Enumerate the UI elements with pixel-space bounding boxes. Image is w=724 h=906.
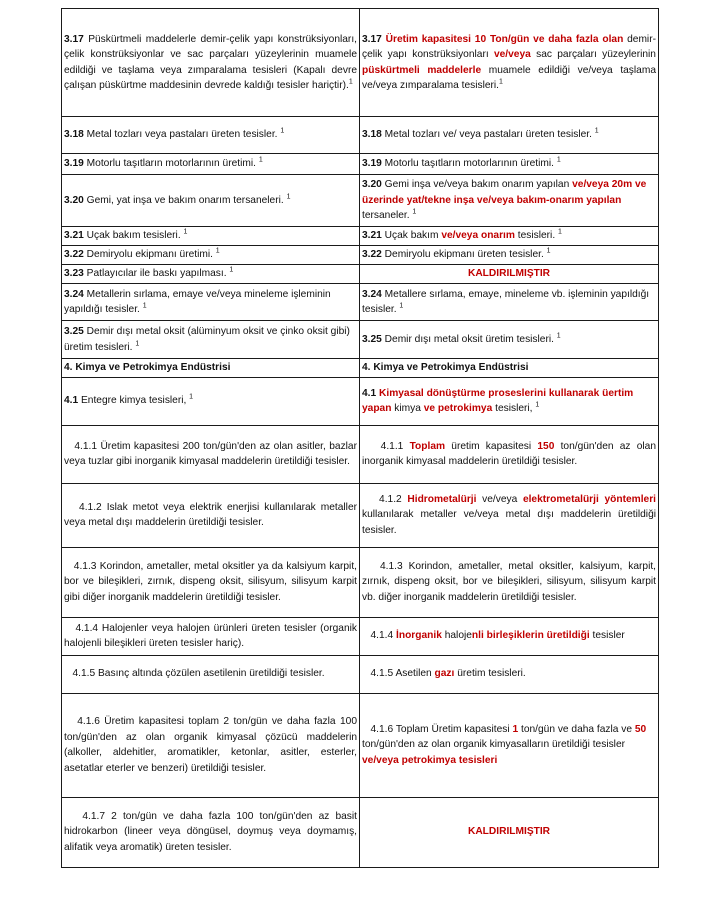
comparison-table [61,8,659,868]
new-text-cell: 4.1.5 Asetilen gazı üretim tesisleri. [360,655,659,693]
section-heading: 4. Kimya ve Petrokimya Endüstrisi [360,359,659,378]
table-row [62,117,659,154]
old-text-cell: 3.25 Demir dışı metal oksit (alüminyum oksit ve çinko oksit gibi) üretim tesisleri. $^1$ [62,321,360,359]
new-text-cell: 3.17 Üretim kapasitesi 10 Ton/gün ve daha fazla olan demir-çelik yapı konstrüksiyonları ve/veya sac parçaları yüzeylerinin püskürtmeli maddelerle muamele edildiği ve/veya taşlama ve/veya zımparalama tesisleri.$^1$ [360,9,659,117]
new-text-cell: 3.21 Uçak bakım ve/veya onarım tesisleri. $^1$ [360,227,659,246]
new-text-cell: 4.1.3 Korindon, ametaller, metal oksitler, kalsiyum, karpit, zırnık, dispeng oksit, bor ve bileşikleri, silisyum, silisyum karpit vb. diğer inorganik maddelerin üretildiği tesisler. [360,547,659,617]
table-row [62,265,659,284]
table-row [62,154,659,175]
old-text-cell: 3.21 Uçak bakım tesisleri. $^1$ [62,227,360,246]
new-text-cell: 4.1 Kimyasal dönüştürme proseslerini kullanarak üertim yapan kimya ve petrokimya tesisleri, $^1$ [360,377,659,425]
new-text-cell: 3.18 Metal tozları ve/ veya pastaları üreten tesisler. $^1$ [360,117,659,154]
new-text-cell: 3.24 Metallere sırlama, emaye, mineleme vb. işleminin yapıldığı tesisler. $^1$ [360,284,659,321]
removed-label: KALDIRILMIŞTIR [467,268,551,280]
new-text-cell: 3.19 Motorlu taşıtların motorlarının üretimi. $^1$ [360,154,659,175]
new-text-cell: 3.25 Demir dışı metal oksit üretim tesisleri. $^1$ [360,321,659,359]
table-row [62,377,659,425]
old-text-cell: 4.1.7 2 ton/gün ve daha fazla 100 ton/gün'den az basit hidrokarbon (lineer veya döngüsel, doymuş veya doymamış, alifatik veya aromatik) üreten tesisler. [62,797,360,867]
old-text-cell: 4.1.1 Üretim kapasitesi 200 ton/gün'den az olan asitler, bazlar veya tuzlar gibi inorganik kimyasal maddelerin üretildiği tesisler. [62,425,360,483]
removed-cell [360,797,659,867]
section-heading: 4. Kimya ve Petrokimya Endüstrisi [62,359,360,378]
old-text-cell: 3.23 Patlayıcılar ile baskı yapılması. $^1$ [62,265,360,284]
new-text-cell: 3.22 Demiryolu ekipmanı üreten tesisler. $^1$ [360,246,659,265]
table-row [62,321,659,359]
old-text-cell: 3.17 Püskürtmeli maddelerle demir-çelik yapı konstrüksiyonları, çelik konstrüksiyonlar ve sac parçaları yüzeylerinin muamele edildiği ve taşlama veya zımparalama tesisleri (Kapalı devre çalışan püskürtme maddesinin devrede kaldığı tesisler hariçtir).$^1$ [62,9,360,117]
old-text-cell: 3.18 Metal tozları veya pastaları üreten tesisler. $^1$ [62,117,360,154]
new-text-cell: 3.20 Gemi inşa ve/veya bakım onarım yapılan ve/veya 20m ve üzerinde yat/tekne inşa ve/veya bakım-onarım yapılan tersaneler. $^1$ [360,175,659,227]
table-row [62,547,659,617]
old-text-cell: 4.1.6 Üretim kapasitesi toplam 2 ton/gün ve daha fazla 100 ton/gün'den az olan organik kimyasal çözücü maddelerin (alkoller, aldehitler, aromatikler, ketonlar, asitler, esterler, asetatlar eterler ve benzeri) üretildiği tesisler. [62,693,360,797]
old-text-cell: 3.20 Gemi, yat inşa ve bakım onarım tersaneleri. $^1$ [62,175,360,227]
new-text-cell: 4.1.4 İnorganik halojenli birleşiklerin üretildiği tesisler [360,617,659,655]
table-row [62,227,659,246]
old-text-cell: 4.1.3 Korindon, ametaller, metal oksitler ya da kalsiyum karpit, bor ve bileşikleri, zırnık, dispeng oksit, silisyum, silisyum karpit gibi diğer inorganik maddelerin üretildiği tesisler. [62,547,360,617]
new-text-cell: 4.1.1 Toplam üretim kapasitesi 150 ton/gün'den az olan inorganik kimyasal maddelerin üretildiği tesisler. [360,425,659,483]
old-text-cell: 3.24 Metallerin sırlama, emaye ve/veya mineleme işleminin yapıldığı tesisler. $^1$ [62,284,360,321]
table-row [62,284,659,321]
removed-label: KALDIRILMIŞTIR [467,826,551,838]
table-row [62,693,659,797]
removed-cell [360,265,659,284]
table-row [62,617,659,655]
table-row [62,797,659,867]
new-text-cell: 4.1.2 Hidrometalürji ve/veya elektrometalürji yöntemleri kullanılarak metaller ve/veya metal dışı maddelerin üretildiği tesisler. [360,483,659,547]
table-row [62,655,659,693]
old-text-cell: 4.1.2 Islak metot veya elektrik enerjisi kullanılarak metaller veya metal dışı maddelerin üretildiği tesisler. [62,483,360,547]
table-row [62,9,659,117]
table-row [62,425,659,483]
table-row [62,483,659,547]
old-text-cell: 3.19 Motorlu taşıtların motorlarının üretimi. $^1$ [62,154,360,175]
old-text-cell: 4.1.4 Halojenler veya halojen ürünleri üreten tesisler (organik halojenli bileşikleri üreten tesisler hariç). [62,617,360,655]
table-row [62,359,659,378]
old-text-cell: 4.1.5 Basınç altında çözülen asetilenin üretildiği tesisler. [62,655,360,693]
new-text-cell: 4.1.6 Toplam Üretim kapasitesi 1 ton/gün ve daha fazla ve 50 ton/gün'den az olan organik kimyasalların üretildiği tesisler ve/veya petrokimya tesisleri [360,693,659,797]
table-row [62,175,659,227]
table-row [62,246,659,265]
old-text-cell: 4.1 Entegre kimya tesisleri, $^1$ [62,377,360,425]
old-text-cell: 3.22 Demiryolu ekipmanı üretimi. $^1$ [62,246,360,265]
